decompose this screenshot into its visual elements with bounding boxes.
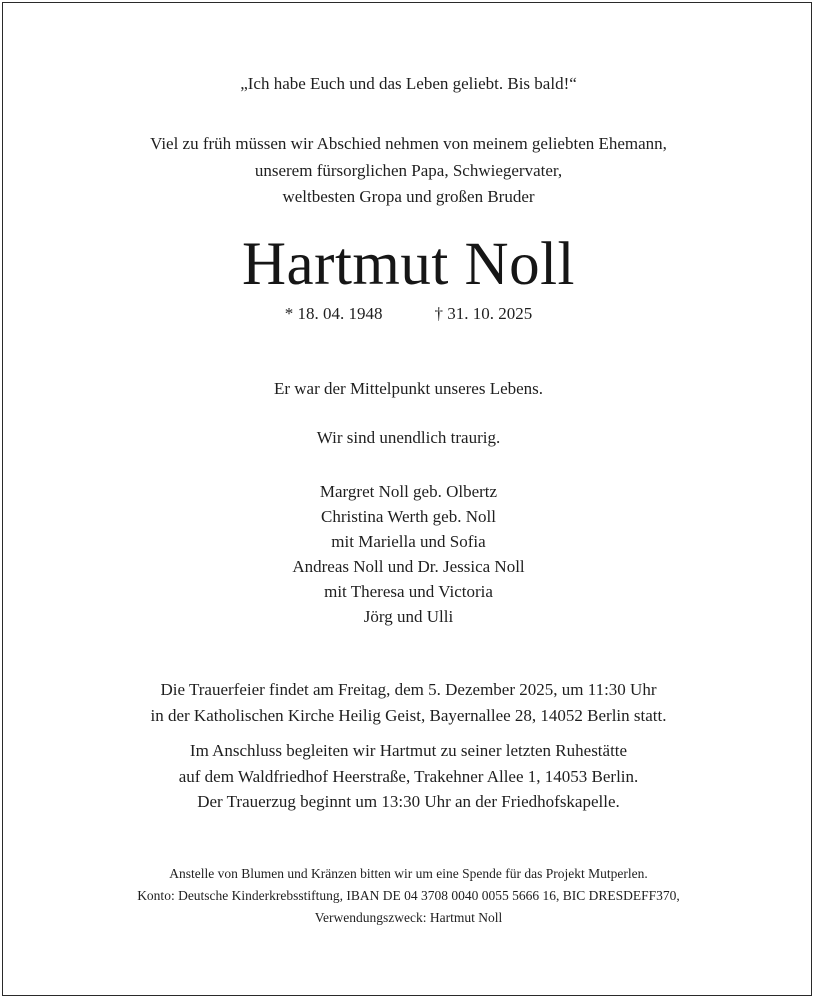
burial-line: auf dem Waldfriedhof Heerstraße, Trakehner Allee 1, 14053 Berlin. [178, 766, 639, 786]
family-member: mit Theresa und Victoria [324, 582, 493, 601]
service-line: Die Trauerfeier findet am Freitag, dem 5. Dezember 2025, um 11:30 Uhr [160, 680, 657, 699]
intro-line: unserem fürsorglichen Papa, Schwiegervater, [254, 160, 563, 180]
family-member: Jörg und Ulli [363, 607, 454, 626]
funeral-service-info [0, 677, 817, 729]
intro-line: Viel zu früh müssen wir Abschied nehmen von meinem geliebten Ehemann, [150, 134, 667, 153]
family-member: Margret Noll geb. Olbertz [319, 482, 498, 501]
death-date: † 31. 10. 2025 [434, 304, 533, 323]
deceased-name: Hartmut Noll [242, 231, 575, 298]
burial-line: Der Trauerzug beginnt um 13:30 Uhr an der Friedhofskapelle. [197, 792, 620, 811]
family-list [0, 479, 817, 629]
birth-date: * 18. 04. 1948 [284, 304, 383, 323]
intro-line: weltbesten Gropa und großen Bruder [282, 187, 535, 206]
family-member: Andreas Noll und Dr. Jessica Noll [292, 557, 525, 576]
life-dates [0, 304, 817, 324]
burial-line: Im Anschluss begleiten wir Hartmut zu seiner letzten Ruhestätte [189, 741, 628, 760]
donation-line: Konto: Deutsche Kinderkrebsstiftung, IBAN DE 04 3708 0040 0055 5666 16, BIC DRESDEFF370, [137, 888, 680, 903]
donation-info [0, 863, 817, 929]
family-member: Christina Werth geb. Noll [321, 507, 496, 526]
family-member: mit Mariella und Sofia [331, 532, 486, 551]
donation-line: Anstelle von Blumen und Kränzen bitten wir um eine Spende für das Projekt Mutperlen. [169, 866, 648, 881]
intro-text [0, 131, 817, 211]
grief-text: Wir sind unendlich traurig. [316, 428, 501, 447]
donation-line: Verwendungszweck: Hartmut Noll [314, 910, 503, 925]
burial-info [0, 738, 817, 815]
motto-quote: „Ich habe Euch und das Leben geliebt. Bis bald!“ [240, 74, 577, 93]
service-line: in der Katholischen Kirche Heilig Geist, Bayernallee 28, 14052 Berlin statt. [150, 706, 667, 725]
tribute-text: Er war der Mittelpunkt unseres Lebens. [273, 379, 544, 398]
